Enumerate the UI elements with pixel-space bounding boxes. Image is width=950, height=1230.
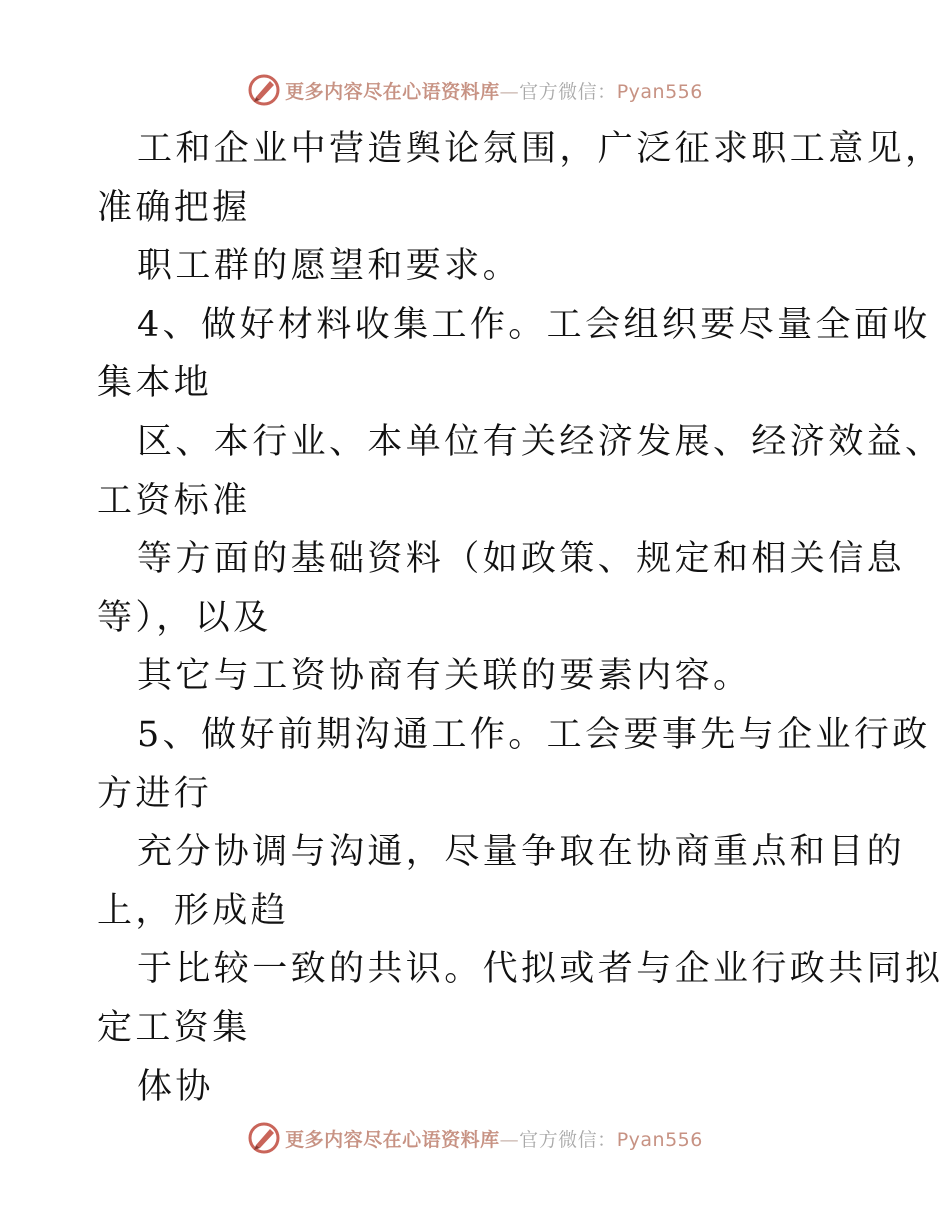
text-line: 体协 bbox=[137, 1066, 214, 1107]
document-body bbox=[97, 120, 944, 1116]
pen-logo-icon bbox=[247, 1121, 281, 1155]
text-line: 于比较一致的共识。代拟或者与企业行政共同拟 bbox=[137, 949, 944, 990]
text-line: 准确把握 bbox=[97, 187, 251, 228]
pen-logo-icon bbox=[247, 73, 281, 107]
text-line: 方进行 bbox=[97, 773, 213, 814]
text-line: 5、做好前期沟通工作。工会要事先与企业行政 bbox=[137, 714, 931, 755]
text-line: 定工资集 bbox=[97, 1007, 251, 1048]
watermark-text: 更多内容尽在心语资料库—官方微信：Pyan556 bbox=[285, 1128, 703, 1151]
text-line: 工资标准 bbox=[97, 480, 251, 521]
text-line: 等），以及 bbox=[97, 597, 272, 638]
watermark-text: 更多内容尽在心语资料库—官方微信：Pyan556 bbox=[285, 80, 703, 103]
text-line: 上，形成趋 bbox=[97, 890, 290, 931]
text-line: 充分协调与沟通，尽量争取在协商重点和目的 bbox=[137, 832, 906, 873]
text-line: 职工群的愿望和要求。 bbox=[137, 246, 522, 287]
text-line: 其它与工资协商有关联的要素内容。 bbox=[137, 656, 752, 697]
text-line: 4、做好材料收集工作。工会组织要尽量全面收 bbox=[137, 304, 931, 345]
text-line: 区、本行业、本单位有关经济发展、经济效益、 bbox=[137, 421, 944, 462]
text-line: 等方面的基础资料（如政策、规定和相关信息 bbox=[137, 539, 906, 580]
header-watermark bbox=[0, 70, 950, 110]
text-line: 集本地 bbox=[97, 363, 213, 404]
footer-watermark bbox=[0, 1118, 950, 1158]
text-line: 工和企业中营造舆论氛围，广泛征求职工意见， bbox=[137, 129, 944, 169]
